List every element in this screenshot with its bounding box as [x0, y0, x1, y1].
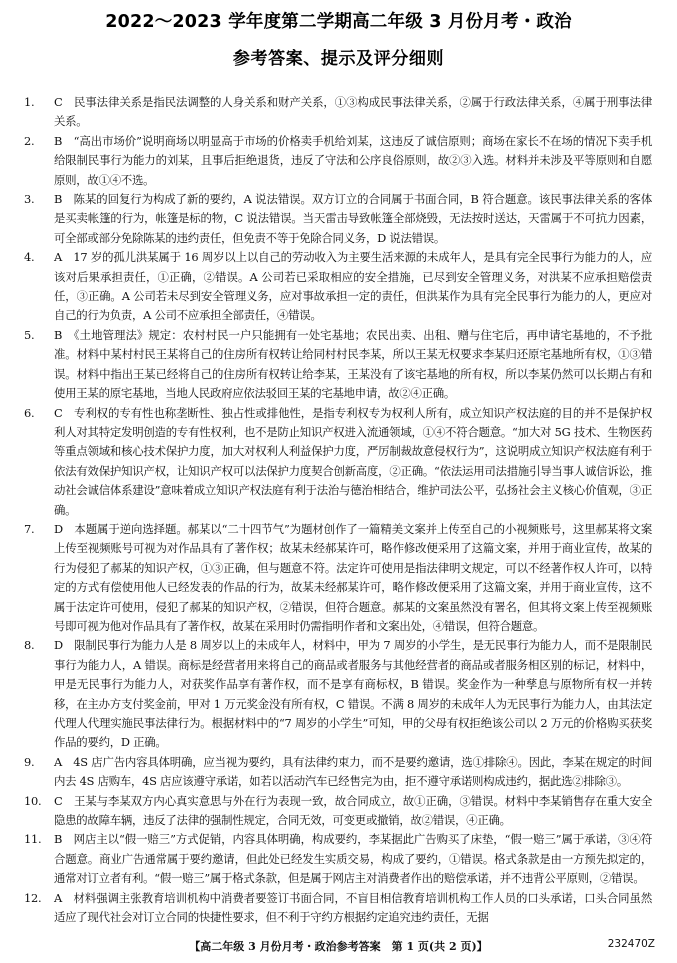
answer-number: 2. — [24, 133, 35, 148]
answer-item-10 — [24, 792, 652, 831]
answer-number: 5. — [24, 327, 35, 342]
answer-text: A 4S 店广告内容具体明确，应当视为要约，具有法律约束力，而不是要约邀请，选①排除④。因此，李某在规定的时间内去 4S 店购车，4S 店应该遵守承诺，如若以活动汽车已经售完为由，拒不遵守承诺则构成违约，据此选②排除③。 — [54, 754, 652, 789]
answer-number: 11. — [24, 832, 42, 847]
footer-page-label: 【高二年级 3 月份月考・政治参考答案 第 1 页(共 2 页)】 — [189, 940, 488, 953]
answer-item-6 — [24, 404, 652, 520]
footer-doc-code: 232470Z — [607, 938, 655, 950]
answer-text: C 民事法律关系是指民法调整的人身关系和财产关系，①③构成民事法律关系，②属于行政法律关系，④属于刑事法律关系。 — [54, 95, 652, 129]
answer-item-2 — [24, 132, 652, 190]
answer-list — [24, 93, 652, 927]
answer-text: B “高出市场价”说明商场以明显高于市场的价格卖手机给刘某，这违反了诚信原则；商场在家长不在场的情况下卖手机给限制民事行为能力的刘某，且事后拒绝退货，违反了守法和公序良俗原则，故②③入选。材料并未涉及平等原则和自愿原则，故①④不选。 — [54, 133, 652, 187]
answer-number: 12. — [24, 890, 42, 905]
answer-text: B 网店主以“假一赔三”方式促销，内容具体明确，构成要约，李某据此广告购买了床垫，“假一赔三”属于承诺，③④符合题意。商业广告通常属于要约邀请，但此处已经发生实质交易，构成了要约，①错误。格式条款是由一方预先拟定的，通常对订立者有利。“假一赔三”属于格式条款，但是属于网店主对消费者作出的赔偿承诺，并不违背公平原则，②错误。 — [54, 832, 652, 886]
answer-number: 4. — [24, 250, 35, 265]
answer-text: D 限制民事行为能力人是 8 周岁以上的未成年人，材料中，甲为 7 周岁的小学生，是无民事行为能力人，而不是限制民事行为能力人，A 错误。商标是经营者用来将自己的商品或者服务与其他经营者的商品或者服务相区别的标记，材料中，甲是无民事行为能力人，对获奖作品享有著作权，而不是享有商标权，B 错误。奖金作为一种孳息与原物所有权一并转移，在主办方支付奖金前，甲对 1 万元奖金没有所有权，C 错误。不满 8 周岁的未成年人为无民事行为能力人，由其法定代理人代理实施民事法律行为。根据材料中的“7 周岁的小学生”可知，甲的父母有权拒绝该公司以 2 万元的价格购买获奖作品的要约，D 正确。 — [54, 638, 652, 750]
document-subtitle: 参考答案、提示及评分细则 — [232, 49, 445, 69]
answer-number: 1. — [24, 95, 35, 109]
answer-item-5 — [24, 326, 652, 404]
answer-text: B 《土地管理法》规定：农村村民一户只能拥有一处宅基地；农民出卖、出租、赠与住宅后，再申请宅基地的，不予批准。材料中某村村民王某将自己的住房所有权转让给同村村民李某，所以王某无权要求李某归还原宅基地所有权，①③错误。材料中指出王某已经将自己的住房所有权转让给李某，王某没有了该宅基地的所有权，所以李某仍然可以长期占有和使用王某的原宅基地，当地人民政府应依法驳回王某的宅基地申请，故②④正确。 — [54, 327, 652, 401]
answer-number: 6. — [24, 405, 35, 420]
answer-text: A 17 岁的孤儿洪某属于 16 周岁以上以自己的劳动收入为主要生活来源的未成年人，是具有完全民事行为能力的人，应该对后果承担责任，①正确，②错误。A 公司若已采取相应的安全措施，已尽到安全管理义务，对洪某不应承担赔偿责任，③正确。A 公司若未尽到安全管理义务，应对事故承担一定的责任，但洪某作为具有完全民事行为能力的人，更应对自己的行为负责，A 公司不应承担全部责任，④错误。 — [54, 250, 652, 323]
answer-item-9 — [24, 753, 652, 792]
answer-number: 3. — [24, 192, 35, 207]
answer-item-8 — [24, 636, 652, 752]
answer-item-11 — [24, 830, 652, 888]
answer-text: D 本题属于逆向选择题。郝某以“二十四节气”为题材创作了一篇精美文案并上传至自己的小视频账号，这里郝某将文案上传至视频账号可视为对作品具有了著作权；故某未经郝某许可，略作修改便采用了这篇文案，并用于商业宣传，故某的行为侵犯了郝某的知识产权，①③正确，但与题意不符。法定许可使用是指法律明文规定，可以不经著作权人许可，以特定的方式有偿使用他人已经发表的作品的行为，故某未经郝某许可，略作修改便采用了这篇文案，并用于商业宣传，这不属于法定许可使用，侵犯了郝某的知识产权，②错误，但符合题意。郝某的文案虽然没有署名，但其将文案上传至视频账号即可视为他对作品具有了著作权，故某在采用时仍需指明作者和文案出处，④错误，但符合题意。 — [54, 521, 652, 633]
answer-text: B 陈某的回复行为构成了新的要约，A 说法错误。双方订立的合同属于书面合同，B 符合题意。该民事法律关系的客体是买卖帐篷的行为，帐篷是标的物，C 说法错误。当天雷击导致帐篷全部烧毁，无法按时送达，天雷属于不可抗力因素，可全部或部分免除陈某的违约责任，但免责不等于免除合同义务，D 说法错误。 — [54, 192, 652, 245]
answer-item-12 — [24, 889, 652, 928]
answer-text: A 材料强调主张教育培训机构中消费者要签订书面合同，不盲目相信教育培训机构工作人员的口头承诺，口头合同虽然适应了现代社会对订立合同的快捷性要求，但不利于守约方根据约定追究违约责任，无据 — [54, 890, 652, 925]
answer-number: 7. — [24, 521, 35, 536]
answer-number: 9. — [24, 754, 35, 769]
answer-item-7 — [24, 520, 652, 636]
answer-number: 10. — [24, 793, 42, 808]
answer-text: C 专利权的专有性也称垄断性、独占性或排他性，是指专利权专为权利人所有，成立知识产权法庭的目的并不是保护权利人对其特定发明创造的专有性权利，也不是防止知识产权进入流通领域，①④不符合题意。“加大对 5G 技术、生物医药等重点领域和核心技术保护力度，加大对权利人利益保护力度，严厉制裁故意侵权行为”，这说明成立知识产权法庭有利于依法有效保护知识产权，让知识产权可以法保护力度契合创新高度，②正确。“依法运用司法措施引导当事人诚信诉讼，推动社会诚信体系建设”意味着成立知识产权法庭有利于法治与德治相结合，维护司法公平，弘扬社会主义核心价值观，③正确。 — [54, 405, 652, 517]
answer-number: 8. — [24, 638, 35, 653]
answer-item-3 — [24, 190, 652, 248]
answer-text: C 王某与李某双方内心真实意思与外在行为表现一致，故合同成立，故①正确，③错误。材料中李某销售存在重大安全隐患的故障车辆，违反了法律的强制性规定，合同无效，可变更或撤销，故②错误，④正确。 — [54, 793, 652, 828]
answer-item-4 — [24, 248, 652, 326]
answer-item-1 — [24, 93, 652, 132]
document-title: 2022～2023 学年度第二学期高二年级 3 月份月考・政治 — [105, 12, 572, 32]
